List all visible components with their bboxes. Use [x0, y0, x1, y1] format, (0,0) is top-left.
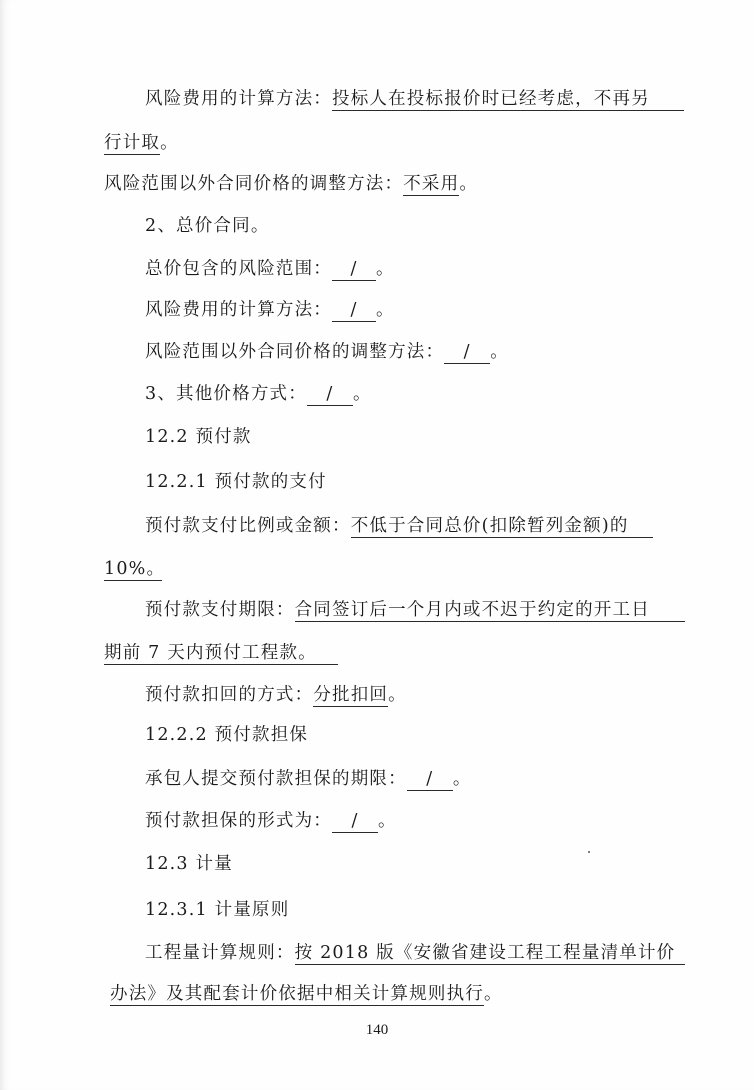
period: 。: [388, 685, 407, 705]
period: 。: [484, 984, 503, 1004]
guarantee-deadline-label: 承包人提交预付款担保的期限：: [145, 769, 407, 789]
out-of-scope-adjust-2-line: [145, 340, 509, 364]
advance-ratio-line: [145, 514, 653, 538]
advance-deduction-label: 预付款扣回的方式：: [145, 685, 314, 705]
scan-speck: [588, 851, 590, 853]
risk-fee-calc-value-cont: 行计取: [104, 133, 161, 153]
section-12-3-1-heading: 12.3.1 计量原则: [145, 900, 290, 920]
advance-ratio-continuation: [104, 557, 166, 581]
out-of-scope-adjust-line: [104, 172, 478, 196]
risk-fee-calc-2-label: 风险费用的计算方法：: [145, 300, 332, 320]
page-number: 140: [365, 1022, 389, 1038]
guarantee-deadline-value: /: [407, 769, 453, 791]
out-of-scope-adjust-2-label: 风险范围以外合同价格的调整方法：: [145, 342, 445, 362]
period: 。: [459, 174, 479, 194]
advance-ratio-label: 预付款支付比例或金额：: [145, 516, 351, 536]
section-12-2-1-heading: 12.2.1 预付款的支付: [145, 472, 327, 492]
advance-ratio-value: 不低于合同总价(扣除暂列金额)的: [351, 516, 653, 538]
risk-fee-calc-label: 风险费用的计算方法：: [145, 89, 332, 109]
out-of-scope-adjust-value: 不采用: [403, 174, 460, 194]
quantity-rules-value: 按 2018 版《安徽省建设工程工程量清单计价: [295, 943, 685, 965]
guarantee-form-value: /: [332, 811, 378, 833]
total-price-risk-scope-value: /: [332, 259, 376, 281]
guarantee-deadline-line: [145, 767, 472, 791]
advance-period-value-cont: 期前 7 天内预付工程款。: [104, 643, 338, 665]
advance-period-value: 合同签订后一个月内或不迟于约定的开工日: [295, 600, 685, 622]
section-12-3-heading: 12.3 计量: [145, 854, 233, 874]
risk-fee-calc-value: 投标人在投标报价时已经考虑，不再另: [332, 89, 684, 111]
quantity-rules-value-cont: 办法》及其配套计价依据中相关计算规则执行: [110, 984, 484, 1004]
quantity-rules-label: 工程量计算规则：: [145, 943, 295, 963]
advance-deduction-value: 分批扣回: [313, 685, 389, 705]
section-12-2-heading: 12.2 预付款: [145, 427, 252, 447]
other-price-method-label: 3、其他价格方式：: [145, 384, 307, 404]
period: 。: [378, 811, 397, 831]
out-of-scope-adjust-label: 风险范围以外合同价格的调整方法：: [104, 174, 404, 194]
period: 。: [490, 342, 509, 362]
advance-period-line: [145, 598, 685, 622]
advance-period-continuation: [104, 641, 338, 665]
guarantee-form-line: [145, 809, 397, 833]
guarantee-form-label: 预付款担保的形式为：: [145, 811, 332, 831]
advance-ratio-value-cont: 10%。: [104, 559, 166, 579]
risk-fee-calc-2-line: [145, 298, 395, 322]
risk-fee-calc-line: [145, 87, 684, 111]
other-price-method-value: /: [307, 384, 353, 406]
section-12-2-2-heading: 12.2.2 预付款担保: [145, 725, 309, 745]
period: 。: [376, 259, 395, 279]
total-price-risk-scope-label: 总价包含的风险范围：: [145, 259, 332, 279]
period: 。: [352, 384, 372, 404]
quantity-rules-continuation: [110, 982, 503, 1006]
advance-period-label: 预付款支付期限：: [145, 600, 295, 620]
total-price-risk-scope-line: [145, 257, 395, 281]
quantity-rules-line: [145, 941, 685, 965]
advance-deduction-line: [145, 683, 407, 707]
period: 。: [452, 769, 472, 789]
item-2-total-price-contract: 2、总价合同。: [145, 216, 270, 236]
period: 。: [160, 133, 179, 153]
period: 。: [376, 300, 395, 320]
risk-fee-calc-2-value: /: [332, 300, 376, 322]
other-price-method-line: [145, 382, 372, 406]
risk-fee-calc-continuation: [104, 131, 179, 155]
out-of-scope-adjust-2-value: /: [444, 342, 490, 364]
